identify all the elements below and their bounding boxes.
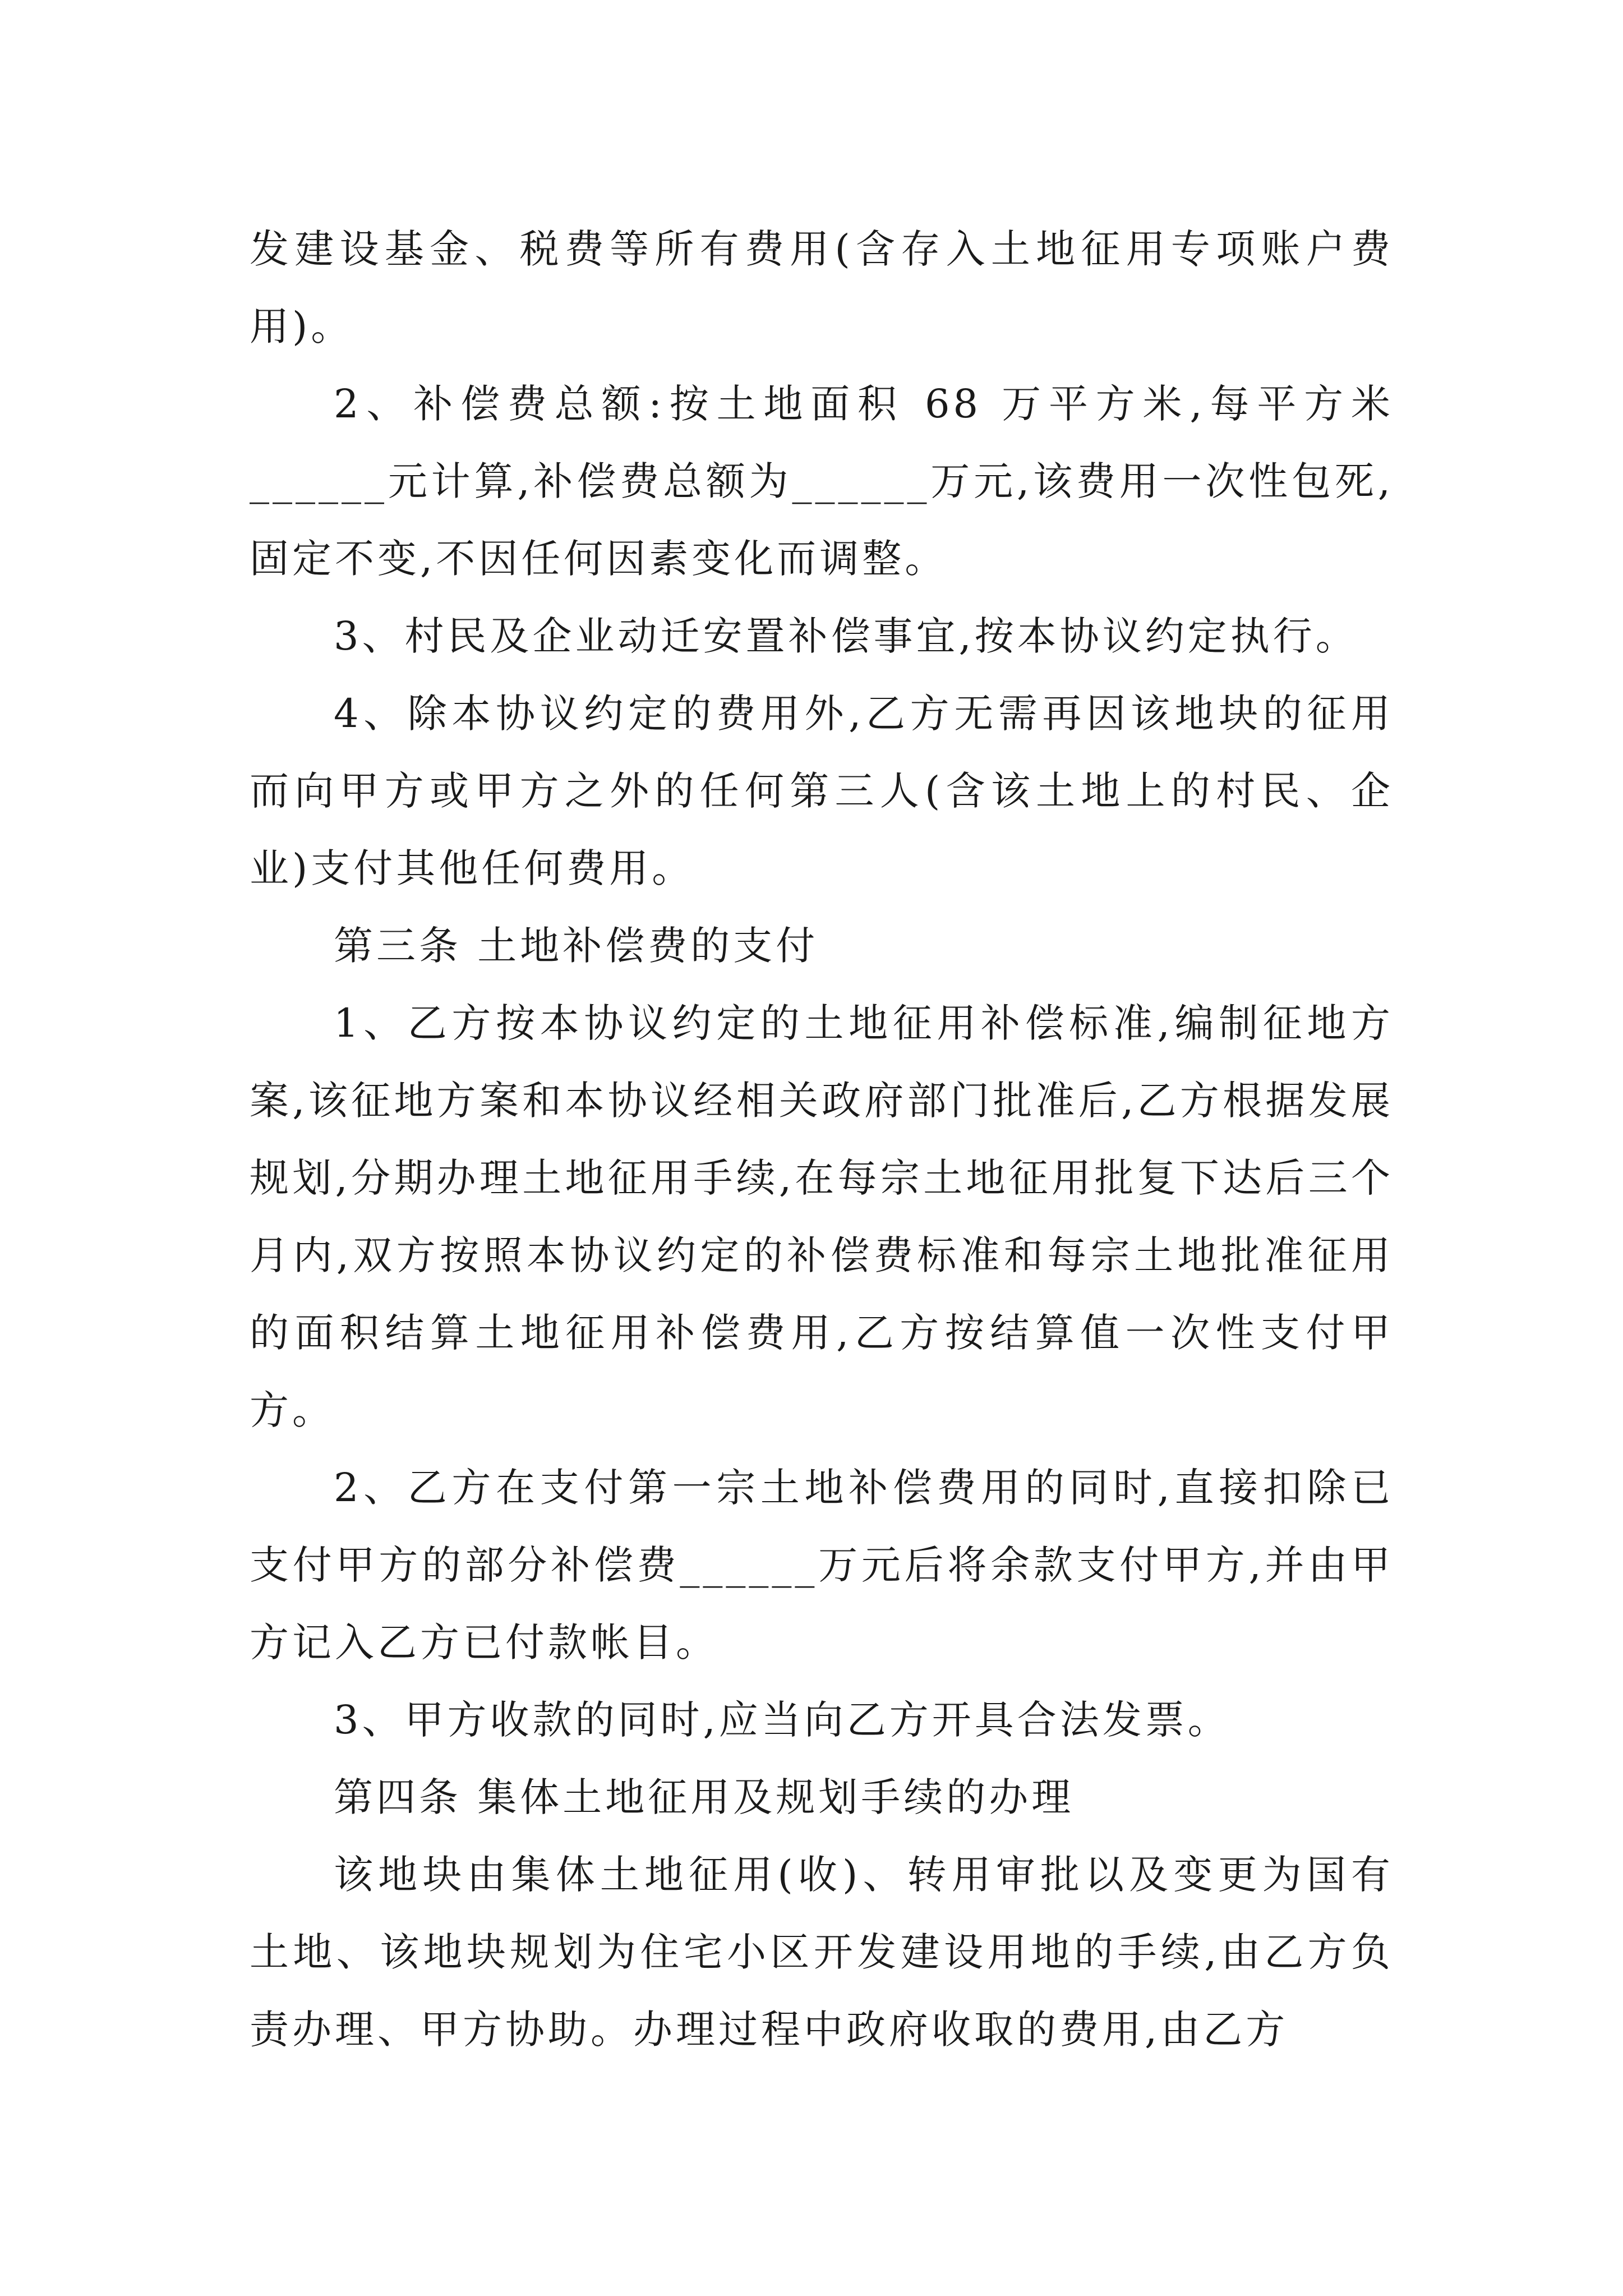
paragraph-no-other-fees: 4、除本协议约定的费用外,乙方无需再因该地块的征用而向甲方或甲方之外的任何第三人(含该土地上的村民、企业)支付其他任何费用。 — [250, 691, 1394, 891]
paragraph-payment-standard: 1、乙方按本协议约定的土地征用补偿标准,编制征地方案,该征地方案和本协议经相关政府部门批准后,乙方根据发展规划,分期办理土地征用手续,在每宗土地征用批复下达后三个月内,双方按照本协议约定的补偿费标准和每宗土地批准征用的面积结算土地征用补偿费用,乙方按结算值一次性支付甲方。 — [250, 1000, 1394, 1433]
paragraph-compensation-total: 2、补偿费总额:按土地面积 68 万平方米,每平方米______元计算,补偿费总额为______万元,该费用一次性包死,固定不变,不因任何因素变化而调整。 — [250, 381, 1394, 582]
paragraph-land-procedures: 该地块由集体土地征用(收)、转用审批以及变更为国有土地、该地块规划为住宅小区开发建设用地的手续,由乙方负责办理、甲方协助。办理过程中政府收取的费用,由乙方 — [250, 1852, 1394, 2053]
paragraph-continuation: 发建设基金、税费等所有费用(含存入土地征用专项账户费用)。 — [250, 226, 1394, 349]
paragraph-deduction: 2、乙方在支付第一宗土地补偿费用的同时,直接扣除已支付甲方的部分补偿费______万元后将余款支付甲方,并由甲方记入乙方已付款帐目。 — [250, 1465, 1394, 1665]
document-body — [250, 210, 1394, 2068]
article-three-heading: 第三条 土地补偿费的支付 — [334, 923, 819, 969]
article-four-heading: 第四条 集体土地征用及规划手续的办理 — [334, 1774, 1075, 1820]
paragraph-invoice: 3、甲方收款的同时,应当向乙方开具合法发票。 — [334, 1697, 1230, 1743]
paragraph-relocation: 3、村民及企业动迁安置补偿事宜,按本协议约定执行。 — [334, 613, 1358, 659]
